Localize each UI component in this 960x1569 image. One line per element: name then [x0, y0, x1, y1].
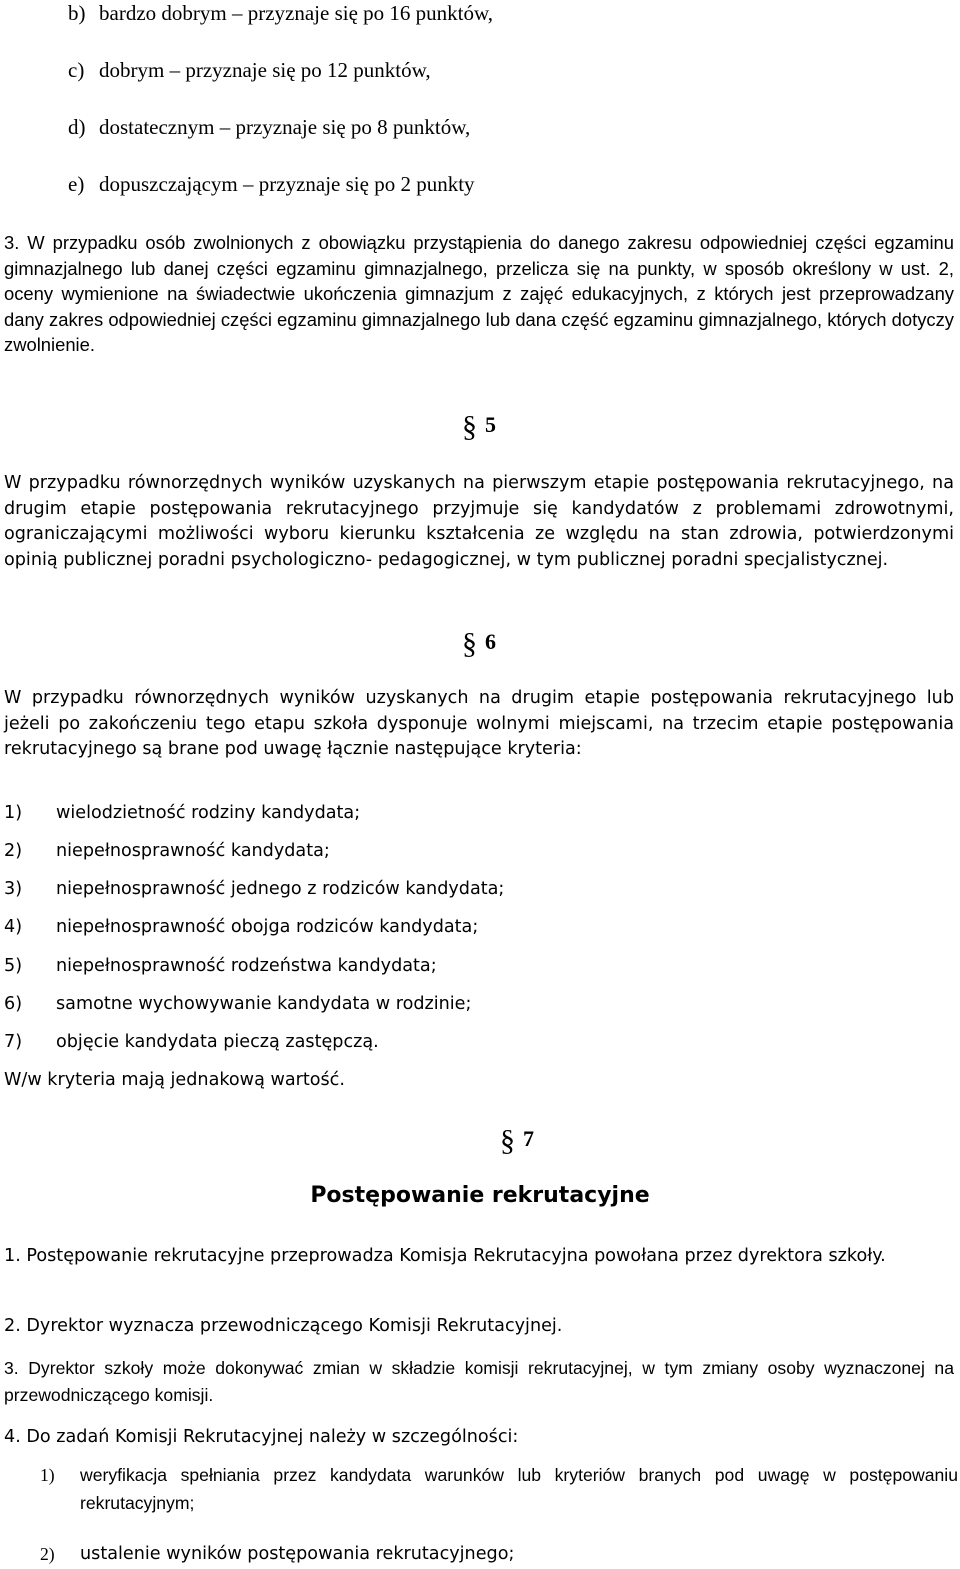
section-7-heading [500, 1124, 534, 1156]
criterion-item [4, 801, 360, 825]
section-number: 5 [485, 412, 496, 437]
task-text: weryfikacja spełniania przez kandydata warunków lub kryteriów branych pod uwagę w postępowaniu rekrutacyjnym; [80, 1465, 958, 1513]
item-label: d) [68, 115, 86, 139]
criterion-item [4, 915, 478, 939]
criterion-text: objęcie kandydata pieczą zastępczą. [56, 1032, 379, 1052]
paragraph-7-1: 1. Postępowanie rekrutacyjne przeprowadza Komisja Rekrutacyjna powołana przez dyrektora szkoły. [4, 1246, 886, 1266]
criterion-number: 7) [4, 1032, 23, 1052]
item-text: dobrym – przyznaje się po 12 punktów, [99, 58, 431, 82]
grade-item-e [68, 171, 475, 197]
paragraph-section-5: W przypadku równorzędnych wyników uzyskanych na pierwszym etapie postępowania rekrutacyjnego, na drugim etapie postępowania rekrutacyjnego przyjmuje się kandydatów z problemami zdrowotnymi, ograniczającymi możliwości wyboru kierunku kształcenia ze względu na stan zdrowia, potwierdzonymi opinią publicznej poradni psychologiczno- pedagogicznej, w tym publicznej poradni specjalistycznej. [4, 473, 954, 570]
criterion-item [4, 877, 504, 901]
task-number: 2) [40, 1544, 55, 1564]
task-item [40, 1461, 958, 1517]
criterion-item [4, 992, 471, 1016]
criterion-number: 3) [4, 879, 23, 899]
criterion-text: samotne wychowywanie kandydata w rodzinie; [56, 994, 472, 1014]
criterion-item [4, 954, 437, 978]
criteria-note: W/w kryteria mają jednakową wartość. [4, 1070, 345, 1090]
item-label: b) [68, 1, 86, 25]
paragraph-7-3: 3. Dyrektor szkoły może dokonywać zmian w składzie komisji rekrutacyjnej, w tym zmiany osoby wyznaczonej na przewodniczącego komisji. [4, 1358, 954, 1405]
criterion-number: 6) [4, 994, 23, 1014]
task-item [40, 1540, 958, 1568]
section-sign: § [462, 410, 477, 443]
item-label: c) [68, 58, 85, 82]
item-text: bardzo dobrym – przyznaje się po 16 punktów, [99, 1, 494, 25]
section-7-title: Postępowanie rekrutacyjne [310, 1183, 650, 1208]
section-sign: § [462, 627, 477, 660]
paragraph-7-4: 4. Do zadań Komisji Rekrutacyjnej należy w szczególności: [4, 1427, 519, 1447]
section-6-heading [462, 627, 496, 659]
task-number: 1) [40, 1465, 55, 1485]
criterion-text: niepełnosprawność jednego z rodziców kandydata; [56, 879, 505, 899]
task-text: ustalenie wyników postępowania rekrutacyjnego; [80, 1544, 515, 1564]
criterion-item [4, 839, 330, 863]
criterion-number: 5) [4, 956, 23, 976]
section-number: 6 [485, 629, 496, 654]
criterion-number: 4) [4, 917, 23, 937]
criterion-item [4, 1030, 379, 1054]
section-number: 7 [523, 1126, 534, 1151]
grade-item-c [68, 57, 431, 83]
paragraph-point-3: 3. W przypadku osób zwolnionych z obowiązku przystąpienia do danego zakresu odpowiedniej części egzaminu gimnazjalnego lub danej części egzaminu gimnazjalnego, przelicza się na punkty, w sposób określony w ust. 2, oceny wymienione na świadectwie ukończenia gimnazjum z zajęć edukacyjnych, z których jest przeprowadzany dany zakres odpowiedniej części egzaminu gimnazjalnego lub dana część egzaminu gimnazjalnego, których dotyczy zwolnienie. [4, 232, 954, 355]
item-label: e) [68, 172, 85, 196]
paragraph-section-6-intro: W przypadku równorzędnych wyników uzyskanych na drugim etapie postępowania rekrutacyjnego lub jeżeli po zakończeniu tego etapu szkoła dysponuje wolnymi miejscami, na trzecim etapie postępowania rekrutacyjnego są brane pod uwagę łącznie następujące kryteria: [4, 688, 954, 759]
grade-item-b [68, 0, 493, 26]
criterion-text: niepełnosprawność kandydata; [56, 841, 330, 861]
item-text: dopuszczającym – przyznaje się po 2 punkty [99, 172, 475, 196]
paragraph-7-2: 2. Dyrektor wyznacza przewodniczącego Komisji Rekrutacyjnej. [4, 1316, 563, 1336]
item-text: dostatecznym – przyznaje się po 8 punktów, [99, 115, 471, 139]
criterion-number: 2) [4, 841, 23, 861]
grade-item-d [68, 114, 470, 140]
criterion-text: niepełnosprawność rodzeństwa kandydata; [56, 956, 437, 976]
section-5-heading [462, 410, 496, 442]
criterion-text: niepełnosprawność obojga rodziców kandydata; [56, 917, 479, 937]
criterion-text: wielodzietność rodziny kandydata; [56, 803, 361, 823]
criterion-number: 1) [4, 803, 23, 823]
section-sign: § [500, 1124, 515, 1157]
